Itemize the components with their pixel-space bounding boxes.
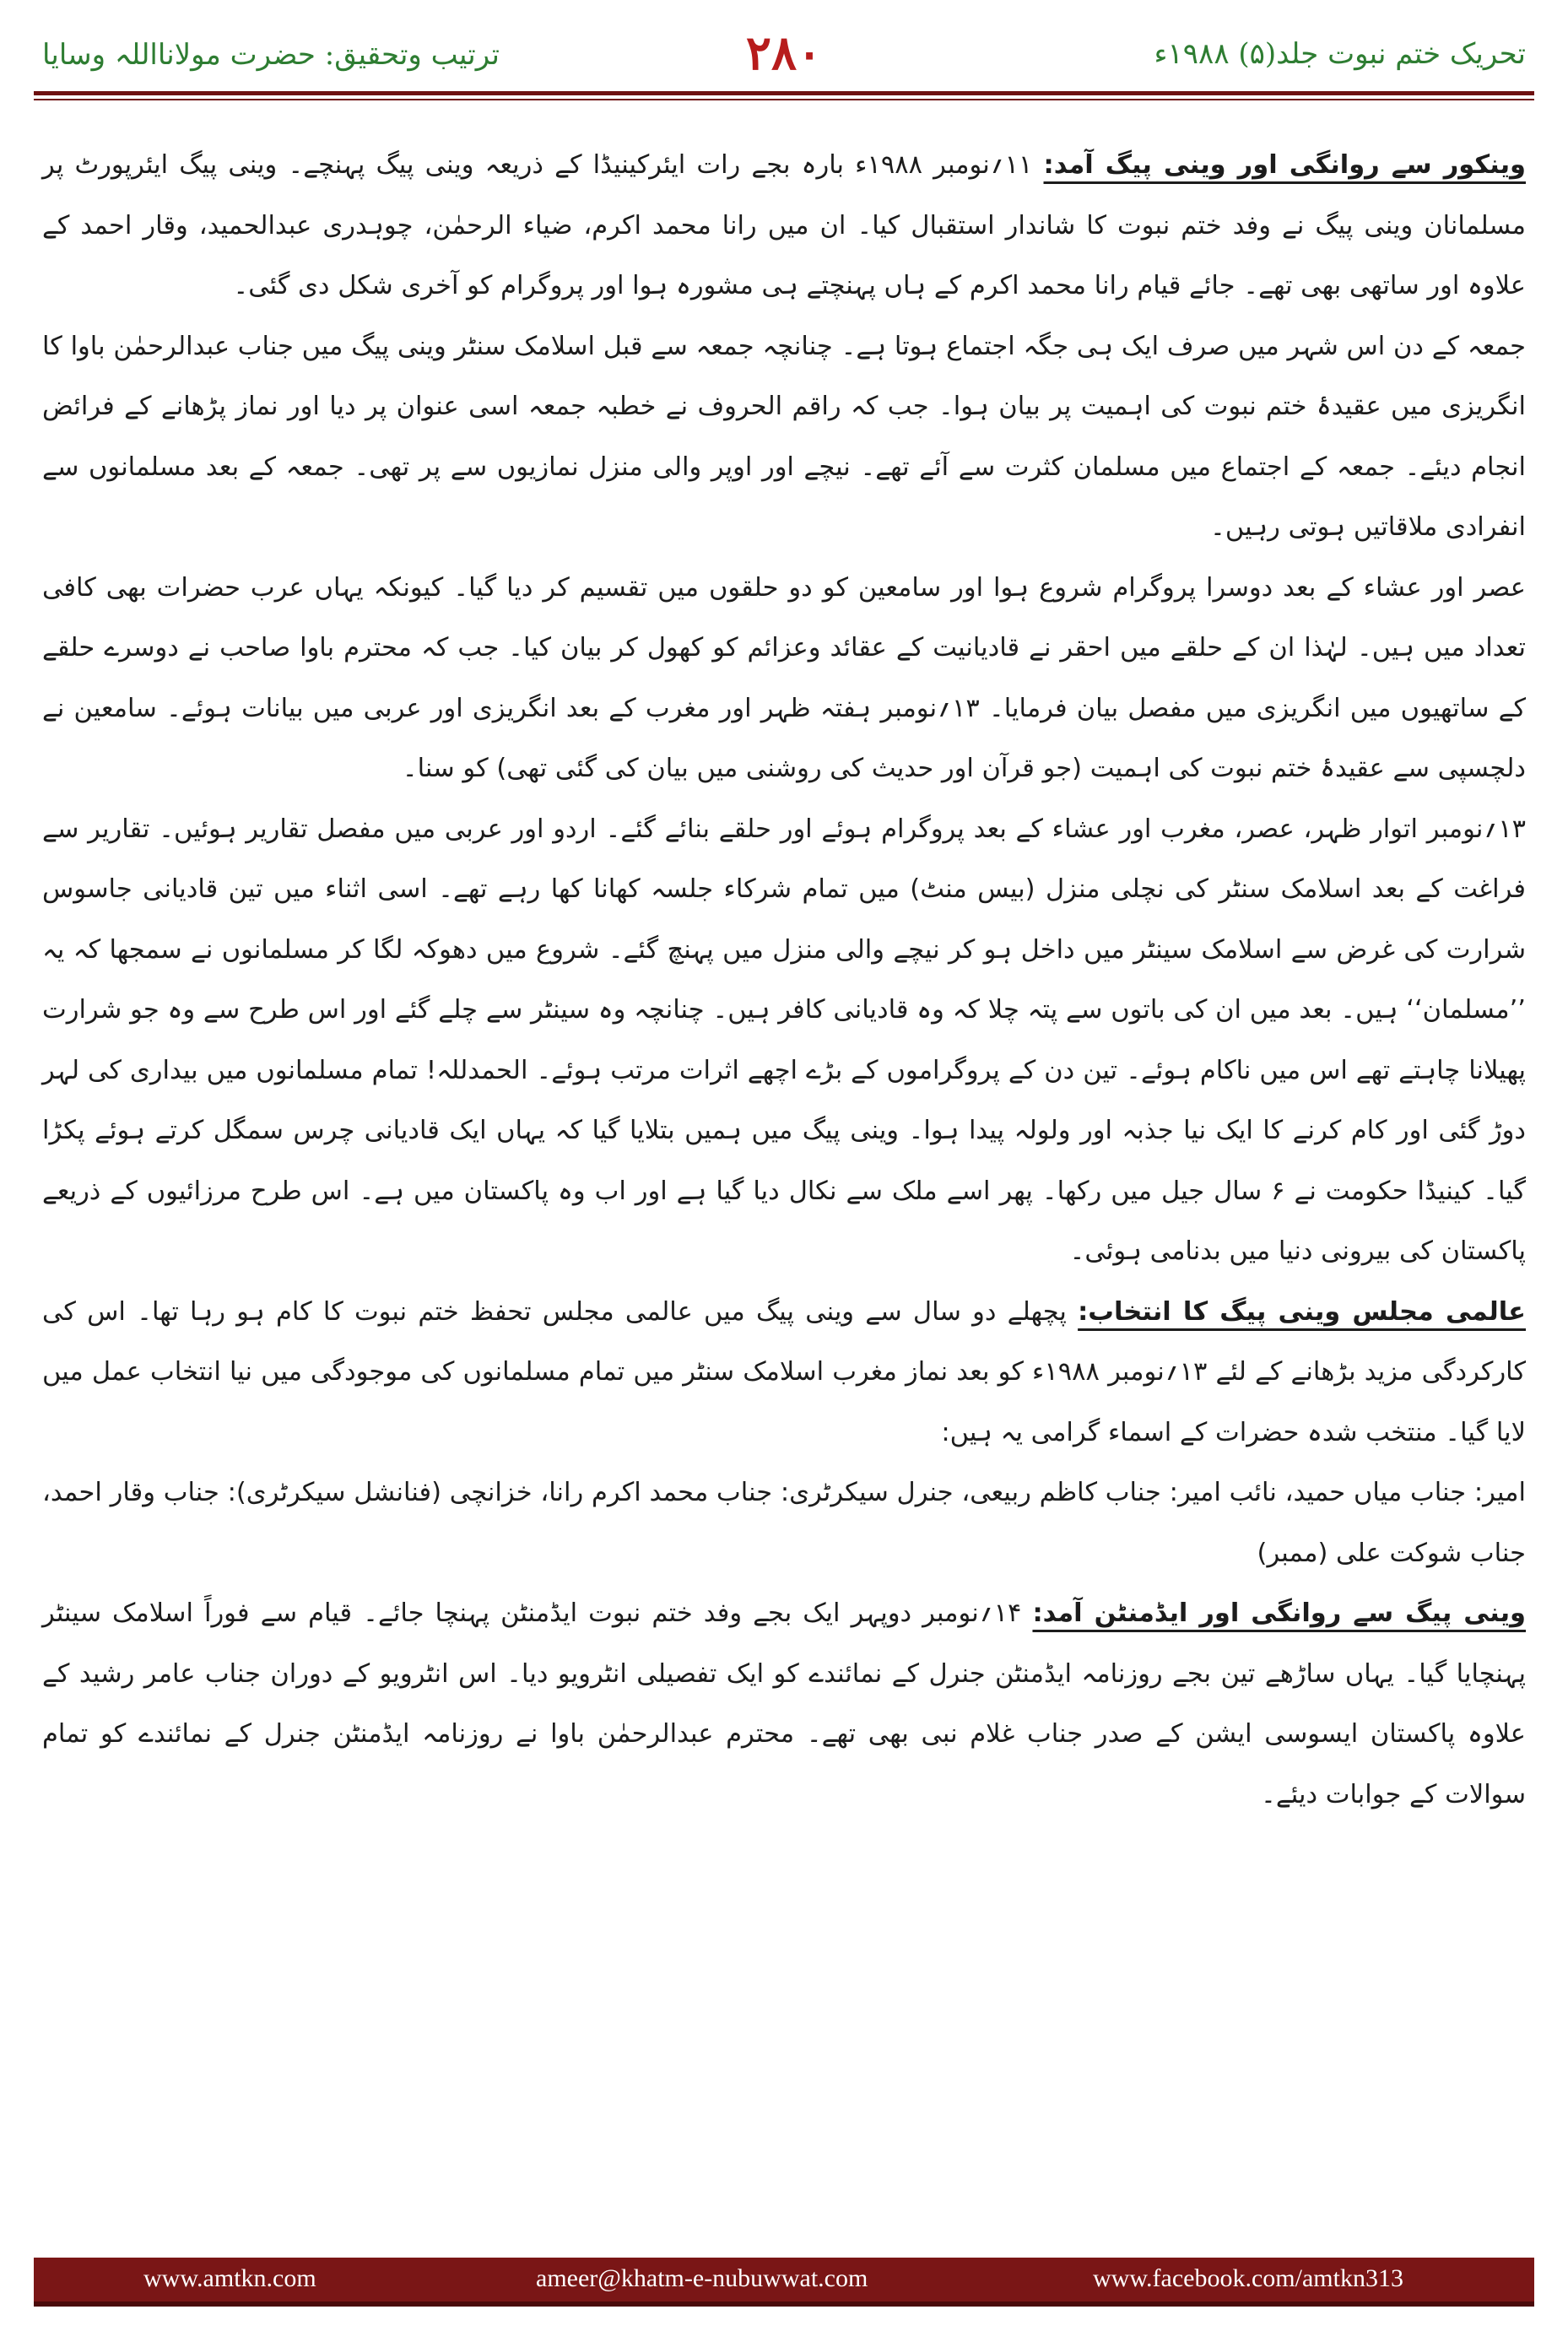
paragraph-text: ۱۱؍نومبر ۱۹۸۸ء بارہ بجے رات ایئرکینیڈا کے ذریعہ وینی پیگ پہنچے۔ وینی پیگ ایئرپورٹ پر مسلمانان وینی پیگ نے وفد ختم نبوت کا شاندار استقبال کیا۔ ان میں رانا محمد اکرم، ضیاء الرحمٰن، چوہدری عبدالحمید، وقار احمد کے علاوہ اور ساتھی بھی تھے۔ جائے قیام رانا محمد اکرم کے ہاں پہنچتے ہی مشورہ ہوا اور پروگرام کو آخری شکل دی گئی۔ [42, 150, 1526, 300]
section-heading: وینکور سے روانگی اور وینی پیگ آمد: [1043, 150, 1526, 180]
page-footer [34, 2258, 1534, 2307]
section-heading: وینی پیگ سے روانگی اور ایڈمنٹن آمد: [1032, 1598, 1526, 1628]
section-heading: عالمی مجلس وینی پیگ کا انتخاب: [1078, 1296, 1526, 1327]
email-link[interactable]: ameer@khatm-e-nubuwwat.com [536, 2264, 868, 2292]
paragraph-text: جمعہ کے دن اس شہر میں صرف ایک ہی جگہ اجتماع ہوتا ہے۔ چنانچہ جمعہ سے قبل اسلامک سنٹر وینی پیگ میں جناب عبدالرحمٰن باوا کا انگریزی میں عقیدۂ ختم نبوت کی اہمیت پر بیان ہوا۔ جب کہ راقم الحروف نے خطبہ جمعہ اسی عنوان پر دیا اور نماز پڑھانے کے فرائض انجام دیئے۔ جمعہ کے اجتماع میں مسلمان کثرت سے آئے تھے۔ نیچے اور اوپر والی منزل نمازیوں سے پر تھی۔ جمعہ کے بعد مسلمانوں سے انفرادی ملاقاتیں ہوتی رہیں۔ [42, 331, 1526, 542]
book-title: تحریک ختم نبوت جلد(۵) ۱۹۸۸ء [1154, 37, 1526, 71]
paragraph-election [42, 1282, 1526, 1463]
paragraph-text: امیر: جناب میاں حمید، نائب امیر: جناب کاظم ربیعی، جنرل سیکرٹری: جناب محمد اکرم رانا، خزانچی (فنانشل سیکرٹری): جناب وقار احمد، جناب شوکت علی (ممبر) [42, 1478, 1526, 1568]
compiler-credit: ترتیب وتحقیق: حضرت مولانااللہ وسایا [42, 38, 500, 72]
page-header [34, 25, 1534, 84]
paragraph-text: ۱۴؍نومبر دوپہر ایک بجے وفد ختم نبوت ایڈمنٹن پہنچا جائے۔ قیام سے فوراً اسلامک سینٹر پہنچایا گیا۔ یہاں ساڑھے تین بجے روزنامہ ایڈمنٹن جنرل کے نمائندے کو ایک تفصیلی انٹرویو دیا۔ اس انٹرویو کے دوران جناب عامر رشید کے علاوہ پاکستان ایسوسی ایشن کے صدر جناب غلام نبی بھی تھے۔ محترم عبدالرحمٰن باوا نے روزنامہ ایڈمنٹن جنرل کے نمائندے کو تمام سوالات کے جوابات دیئے۔ [42, 1598, 1526, 1809]
page-content [42, 135, 1526, 2186]
facebook-link[interactable]: www.facebook.com/amtkn313 [1093, 2264, 1403, 2292]
page-number: ۲۸۰ [745, 25, 823, 81]
paragraph-edmonton [42, 1583, 1526, 1825]
paragraph-second-program [42, 558, 1526, 799]
paragraph-text: ۱۳؍نومبر اتوار ظہر، عصر، مغرب اور عشاء کے بعد پروگرام ہوئے اور حلقے بنائے گئے۔ اردو اور عربی میں مفصل تقاریر ہوئیں۔ تقاریر سے فراغت کے بعد اسلامک سنٹر کی نچلی منزل (بیس منٹ) میں تمام شرکاء جلسہ کھانا کھا رہے تھے۔ اسی اثناء میں تین قادیانی جاسوس شرارت کی غرض سے اسلامک سینٹر میں داخل ہو کر نیچے والی منزل میں پہنچ گئے۔ شروع میں دھوکہ لگا کر مسلمانوں نے سمجھا کہ یہ ’’مسلمان‘‘ ہیں۔ بعد میں ان کی باتوں سے پتہ چلا کہ وہ قادیانی کافر ہیں۔ چنانچہ وہ سینٹر سے چلے گئے اور اس طرح سے وہ جو شرارت پھیلانا چاہتے تھے اس میں ناکام ہوئے۔ تین دن کے پروگراموں کے بڑے اچھے اثرات مرتب ہوئے۔ الحمدللہ! تمام مسلمانوں میں بیداری کی لہر دوڑ گئی اور کام کرنے کا ایک نیا جذبہ اور ولولہ پیدا ہوا۔ وینی پیگ میں ہمیں بتلایا گیا کہ یہاں ایک قادیانی چرس سمگل کرتے ہوئے پکڑا گیا۔ کینیڈا حکومت نے ۶ سال جیل میں رکھا۔ پھر اسے ملک سے نکال دیا گیا ہے اور اب وہ پاکستان میں ہے۔ اس طرح مرزائیوں کے ذریعے پاکستان کی بیرونی دنیا میں بدنامی ہوئی۔ [42, 814, 1526, 1266]
paragraph-office-bearers [42, 1463, 1526, 1583]
paragraph-sunday [42, 799, 1526, 1282]
paragraph-arrival-winnipeg [42, 135, 1526, 316]
header-rule-thin [34, 99, 1534, 100]
paragraph-friday [42, 316, 1526, 558]
header-rule-thick [34, 91, 1534, 95]
paragraph-text: عصر اور عشاء کے بعد دوسرا پروگرام شروع ہوا اور سامعین کو دو حلقوں میں تقسیم کر دیا گیا۔ کیونکہ یہاں عرب حضرات بھی کافی تعداد میں ہیں۔ لہٰذا ان کے حلقے میں احقر نے قادیانیت کے عقائد وعزائم کو کھول کر بیان کیا۔ جب کہ محترم باوا صاحب نے دوسرے حلقے کے ساتھیوں میں انگریزی میں مفصل بیان فرمایا۔ ۱۳؍نومبر ہفتہ ظہر اور مغرب کے بعد انگریزی اور عربی میں بیانات ہوئے۔ سامعین نے دلچسپی سے عقیدۂ ختم نبوت کی اہمیت (جو قرآن اور حدیث کی روشنی میں بیان کی گئی تھی) کو سنا۔ [42, 572, 1527, 783]
website-link[interactable]: www.amtkn.com [143, 2264, 316, 2292]
paragraph-text: پچھلے دو سال سے وینی پیگ میں عالمی مجلس تحفظ ختم نبوت کا کام ہو رہا تھا۔ اس کی کارکردگی مزید بڑھانے کے لئے ۱۳؍نومبر ۱۹۸۸ء کو بعد نماز مغرب اسلامک سنٹر میں تمام مسلمانوں کی موجودگی میں نیا انتخاب عمل میں لایا گیا۔ منتخب شدہ حضرات کے اسماء گرامی یہ ہیں: [42, 1296, 1526, 1447]
